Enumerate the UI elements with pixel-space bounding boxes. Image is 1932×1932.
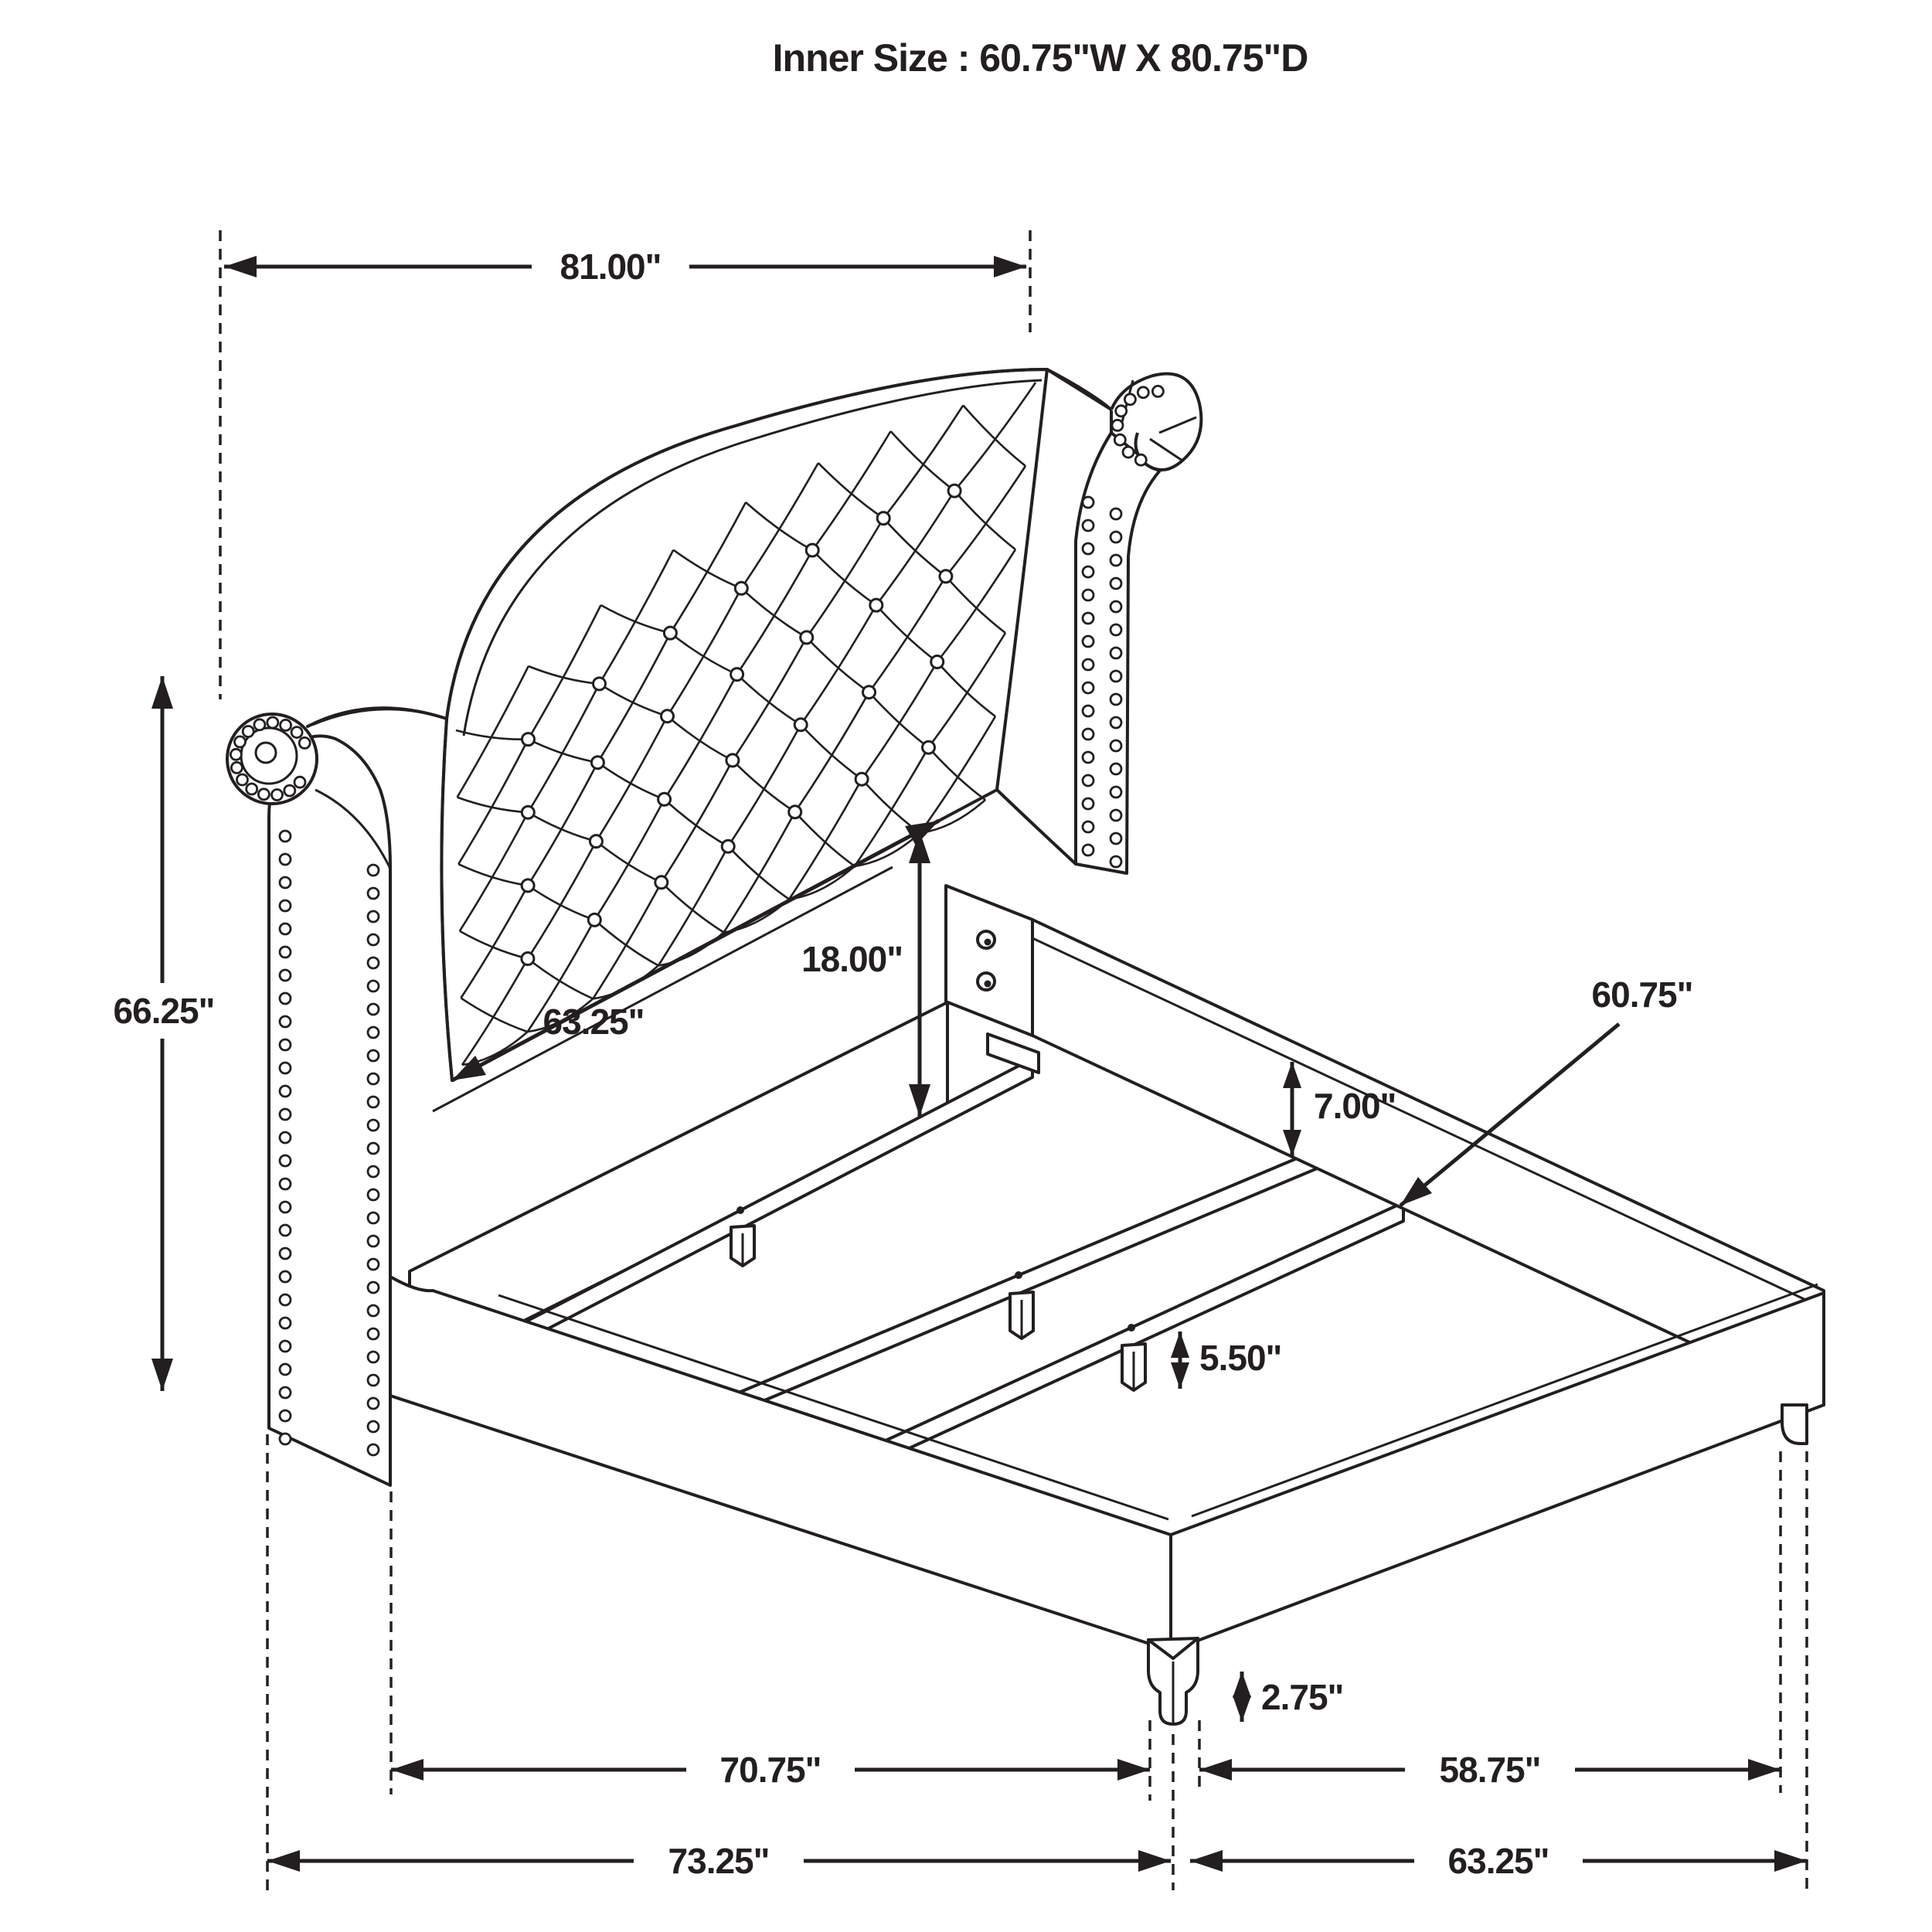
- nailhead-icon: [280, 877, 291, 888]
- nailhead-icon: [368, 1143, 379, 1154]
- right-side-rail-ledge: [1032, 938, 1822, 1308]
- nailhead-icon: [1111, 671, 1121, 682]
- nailhead-icon: [368, 911, 379, 922]
- nailhead-icon: [281, 719, 291, 730]
- nailhead-icon: [1083, 682, 1094, 693]
- nailhead-icon: [1152, 386, 1163, 396]
- nailhead-icon: [280, 1179, 291, 1189]
- nailhead-icon: [1111, 740, 1121, 751]
- nailhead-icon: [1111, 532, 1121, 543]
- dim-label-right-side-span: 58.75": [1439, 1750, 1541, 1790]
- nailhead-icon: [368, 1444, 379, 1455]
- arrow-right-icon: [994, 256, 1026, 277]
- left-side-rail: [390, 1277, 1171, 1651]
- tuft-button: [726, 754, 739, 767]
- nailhead-icon: [1124, 394, 1135, 405]
- tuft-button: [662, 710, 674, 723]
- dim-label-headboard-width: 81.00": [560, 247, 662, 287]
- arrow-left-icon: [267, 1850, 300, 1872]
- nailhead-icon: [280, 1063, 291, 1073]
- tuft-button: [591, 757, 604, 769]
- tuft-button: [940, 570, 952, 583]
- nailhead-icon: [291, 727, 302, 738]
- arrow-right-icon: [1117, 1759, 1150, 1781]
- dim-label-panel-width: 63.25": [543, 1002, 645, 1042]
- nailhead-icon: [280, 1016, 291, 1027]
- arrow-left-icon: [1190, 1850, 1223, 1872]
- tuft-button: [658, 793, 671, 805]
- nailhead-icon: [254, 719, 265, 730]
- dim-front-foot-height: [1233, 1672, 1343, 1722]
- nailhead-icon: [368, 981, 379, 992]
- tuft-button: [722, 840, 734, 852]
- dim-label-headboard-height: 66.25": [113, 991, 215, 1031]
- nailhead-icon: [1111, 578, 1121, 589]
- nailhead-icon: [1083, 845, 1094, 855]
- nailhead-icon: [1083, 520, 1094, 531]
- nailhead-icon: [280, 1039, 291, 1050]
- slat-1-bolt: [736, 1206, 744, 1214]
- nailhead-icon: [258, 789, 269, 800]
- nailhead-icon: [1083, 566, 1094, 577]
- nailhead-icon: [1116, 406, 1127, 417]
- dim-label-slat-leg-height: 5.50": [1199, 1338, 1282, 1378]
- arrow-up-icon: [1171, 1332, 1189, 1358]
- bracket-hole-bottom-core: [985, 981, 992, 988]
- nailhead-icon: [368, 865, 379, 876]
- bracket-hole-top-core: [985, 939, 992, 946]
- nailhead-icon: [1111, 810, 1121, 821]
- front-leg: [1148, 1638, 1198, 1724]
- tuft-button: [931, 656, 944, 668]
- nailhead-icon: [230, 749, 241, 760]
- nailhead-icon: [368, 1352, 379, 1362]
- arrow-left-icon: [1199, 1759, 1232, 1781]
- nailhead-icon: [368, 1050, 379, 1061]
- nailhead-icon: [368, 1282, 379, 1293]
- nailhead-icon: [1083, 590, 1094, 600]
- page-title: Inner Size : 60.75"W X 80.75"D: [772, 36, 1308, 80]
- tuft-button: [655, 876, 668, 889]
- nailhead-icon: [1114, 434, 1125, 445]
- dim-headboard-height: [114, 676, 215, 1391]
- dim-label-slat-length: 60.75": [1591, 975, 1693, 1015]
- nailhead-icon: [280, 1410, 291, 1421]
- nailhead-icon: [1138, 387, 1148, 398]
- tuft-button: [923, 741, 935, 753]
- nailhead-icon: [267, 717, 278, 728]
- arrow-down-icon: [1171, 1362, 1189, 1389]
- nailhead-icon: [1111, 833, 1121, 844]
- nailhead-icon: [1083, 497, 1094, 508]
- nailhead-icon: [280, 1387, 291, 1398]
- nailhead-icon: [1123, 447, 1134, 457]
- nailhead-icon: [368, 1166, 379, 1177]
- arrow-right-icon: [1138, 1850, 1171, 1872]
- nailhead-icon: [1111, 555, 1121, 566]
- nailhead-icon: [368, 1189, 379, 1200]
- dim-label-rail-drop: 7.00": [1314, 1086, 1396, 1126]
- nailhead-icon: [299, 737, 310, 748]
- nailhead-icon: [280, 1109, 291, 1120]
- nailhead-icon: [1111, 787, 1121, 798]
- nailhead-icon: [280, 1341, 291, 1352]
- dim-label-leg-clearance: 18.00": [801, 939, 903, 979]
- nailhead-icon: [280, 970, 291, 981]
- nailhead-icon: [280, 1318, 291, 1328]
- tuft-button: [948, 485, 961, 497]
- nailhead-icon: [1083, 636, 1094, 647]
- nailhead-icon: [280, 1248, 291, 1259]
- nailhead-icon: [1083, 775, 1094, 786]
- dim-label-front-foot-height: 2.75": [1261, 1677, 1344, 1717]
- dim-label-overall-right-span: 63.25": [1447, 1841, 1549, 1881]
- tuft-button: [863, 686, 876, 699]
- nailhead-icon: [1112, 420, 1123, 430]
- tuft-button: [806, 544, 818, 556]
- nailhead-icon: [368, 1259, 379, 1270]
- arrow-left-icon: [224, 256, 257, 277]
- nailhead-icon: [280, 1202, 291, 1213]
- nailhead-icon: [247, 784, 257, 794]
- nailhead-icon: [1111, 717, 1121, 728]
- nailhead-icon: [1083, 706, 1094, 716]
- nailhead-icon: [368, 1004, 379, 1015]
- nailhead-icon: [284, 785, 295, 796]
- nailhead-icon: [1111, 601, 1121, 612]
- arrow-left-icon: [391, 1759, 423, 1781]
- nailhead-icon: [280, 1364, 291, 1375]
- nailhead-icon: [1083, 543, 1094, 554]
- tuft-button: [522, 733, 535, 746]
- tuft-button: [664, 627, 676, 639]
- nailhead-icon: [368, 1375, 379, 1386]
- nailhead-icon: [280, 831, 291, 842]
- nailhead-icon: [280, 1271, 291, 1282]
- nailhead-icon: [1083, 729, 1094, 740]
- nailhead-icon: [368, 1097, 379, 1107]
- nailhead-icon: [368, 1073, 379, 1084]
- tuft-button: [735, 582, 747, 594]
- nailhead-icon: [280, 923, 291, 934]
- nailhead-icon: [1111, 764, 1121, 774]
- dim-left-rail-span: [391, 1750, 1150, 1790]
- nailhead-icon: [1083, 752, 1094, 763]
- dim-overall-right-span: [1190, 1841, 1807, 1881]
- tuft-button: [801, 631, 813, 644]
- nailhead-icon: [1111, 624, 1121, 635]
- nailhead-icon: [231, 762, 242, 773]
- nailhead-icon: [368, 1305, 379, 1316]
- nailhead-icon: [1083, 798, 1094, 809]
- corner-foot: [1782, 1405, 1807, 1444]
- rail-bracket: [946, 886, 1032, 1036]
- nailhead-icon: [368, 888, 379, 899]
- nailhead-icon: [368, 1421, 379, 1432]
- nailhead-icon: [1083, 821, 1094, 832]
- arrow-right-icon: [1774, 1850, 1807, 1872]
- nailhead-icon: [280, 1294, 291, 1305]
- nailhead-icon: [237, 774, 248, 785]
- dim-slat-leg-height: [1171, 1332, 1281, 1389]
- tuft-button: [522, 879, 534, 892]
- tuft-button: [594, 678, 606, 690]
- nailhead-icon: [272, 790, 283, 801]
- nailhead-icon: [280, 1225, 291, 1236]
- nailhead-icon: [280, 1132, 291, 1143]
- tuft-button: [870, 599, 883, 611]
- nailhead-icon: [280, 1434, 291, 1444]
- nailhead-icon: [368, 957, 379, 968]
- nailhead-icon: [1111, 694, 1121, 705]
- nailhead-icon: [243, 726, 253, 737]
- nailhead-icon: [294, 777, 305, 787]
- dim-label-overall-left-span: 73.25": [668, 1841, 770, 1881]
- nailhead-icon: [1083, 659, 1094, 670]
- tuft-button: [789, 806, 801, 818]
- arrow-down-icon: [151, 1359, 173, 1391]
- nailhead-icon: [280, 1086, 291, 1097]
- slat-3-bolt: [1128, 1324, 1135, 1332]
- tuft-button: [588, 913, 600, 926]
- nailhead-icon: [1135, 454, 1146, 465]
- nailhead-icon: [368, 934, 379, 945]
- nailhead-icon: [1111, 856, 1121, 867]
- rail-cleat: [988, 1034, 1039, 1073]
- nailhead-icon: [280, 1155, 291, 1166]
- tuft-button: [590, 835, 602, 848]
- nailhead-icon: [280, 947, 291, 957]
- nailhead-icon: [368, 1027, 379, 1038]
- tuft-button: [522, 953, 534, 965]
- nailhead-icon: [1083, 613, 1094, 624]
- nailhead-icon: [1111, 648, 1121, 658]
- slat-2-bolt: [1015, 1271, 1022, 1279]
- nailhead-icon: [368, 1213, 379, 1223]
- nailhead-icon: [368, 1398, 379, 1409]
- tuft-button: [731, 668, 743, 681]
- arrow-up-icon: [1233, 1672, 1251, 1698]
- tuft-button: [794, 719, 807, 731]
- tuft-button: [877, 512, 889, 525]
- dim-overall-left-span: [267, 1841, 1171, 1881]
- dim-label-left-rail-span: 70.75": [719, 1750, 821, 1790]
- nailhead-icon: [368, 1120, 379, 1131]
- nailhead-icon: [235, 736, 246, 747]
- dim-right-side-span: [1199, 1750, 1781, 1790]
- arrow-right-icon: [1748, 1759, 1781, 1781]
- nailhead-icon: [280, 993, 291, 1004]
- bed-drawing: [227, 369, 1824, 1724]
- tuft-button: [522, 806, 534, 818]
- dim-headboard-width: [224, 247, 1026, 287]
- nailhead-icon: [368, 1328, 379, 1339]
- nailhead-icon: [368, 1236, 379, 1247]
- arrow-down-icon: [1233, 1696, 1251, 1722]
- nailhead-icon: [280, 900, 291, 911]
- arrow-up-icon: [151, 676, 173, 709]
- tuft-button: [855, 773, 868, 785]
- nailhead-icon: [1111, 509, 1121, 519]
- nailhead-icon: [280, 854, 291, 865]
